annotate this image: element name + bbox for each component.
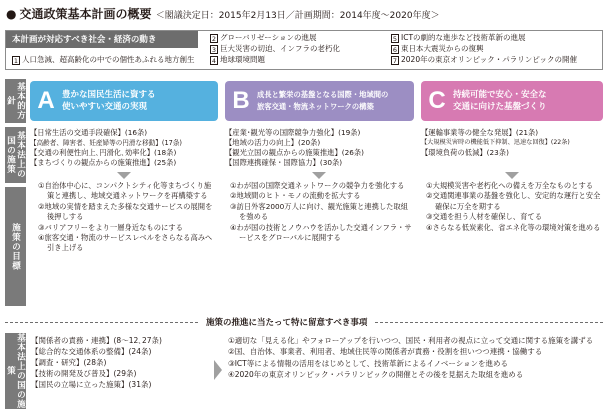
measure-item: 【交通の利便性向上､円滑化､効率化】(18条) <box>30 148 177 157</box>
bottom-section-title: 施策の推進に当たって特に留意すべき事項 <box>200 316 373 328</box>
pillar-a-title-1: 豊かな国民生活に資する <box>62 90 156 100</box>
label-basic-measures-2: 基本法上の国の施策 <box>5 333 26 409</box>
premise-item-4: 4 地球環境問題 <box>211 55 265 65</box>
pillar-c-measures <box>421 128 603 158</box>
measure-item: 【日常生活の交通手段確保】(16条) <box>30 128 148 137</box>
measure-item: 【関係者の責務・連携】(8～12､27条) <box>31 336 162 345</box>
bottom-items <box>228 335 603 381</box>
goal-item: ①大規模災害や老朽化への備えを万全なものとする <box>426 181 594 190</box>
pillar-c-letter: C <box>428 87 446 114</box>
measure-item: 【高齢者、障害者、妊産婦等の円滑な移動】(17条) <box>30 139 183 147</box>
goal-item: ②地域間のヒト・モノの流動を拡大する <box>230 191 361 201</box>
pillar-b-goals <box>230 181 412 243</box>
arrow-down-icon <box>312 172 326 179</box>
pillar-b-measures <box>225 128 414 168</box>
goal-item: ②交通関連事業の基盤を強化し、安定的な運行と安全確保に万全を期する <box>426 191 601 211</box>
goal-item: ①わが国の国際交通ネットワークの競争力を強化する <box>230 181 405 190</box>
measure-item: 【観光立国の観点からの施策推進】(26条) <box>225 148 365 157</box>
measure-item: 【産業･観光等の国際競争力強化】(19条) <box>225 128 361 137</box>
arrow-right-icon <box>214 360 222 380</box>
measure-item: 【地域の活力の向上】(20条) <box>225 138 321 147</box>
premise-item-2: 2 グローバリゼーションの進展 <box>211 33 317 43</box>
label-targets: 施策の目標 <box>5 187 26 306</box>
goal-item: ①自治体中心に、コンパクトシティ化等まちづくり施策と連携し、地域交通ネットワークを再構築する <box>38 181 212 201</box>
premise-item-3: 3 巨大災害の切迫、インフラの老朽化 <box>211 44 340 54</box>
pillar-a-goals <box>38 181 216 254</box>
pillar-c-title-2: 交通に向けた基盤づくり <box>453 102 547 112</box>
measure-item: 【大規模災害時の機能低下抑制、迅速な回復】(22条) <box>421 139 570 146</box>
page-title <box>6 5 604 25</box>
premise-heading: 本計画が対応すべき社会・経済の動き <box>6 31 198 48</box>
pillar-c-header <box>421 81 603 121</box>
goal-item: ③訪日外客2000万人に向け、観光施策と連携した取組を強める <box>230 201 409 222</box>
pillar-a-measures <box>30 128 218 168</box>
goal-item: ③バリアフリーをより一層身近なものにする <box>38 222 183 232</box>
pillar-a-header <box>30 81 218 121</box>
measure-item: 【国際連携確保・国際協力】(30条) <box>225 158 343 167</box>
pillar-b-letter: B <box>232 87 250 114</box>
note-item: ①適切な「見える化」やフォローアップを行いつつ、国民・利用者の視点に立って交通に関する施策を講ずる <box>228 336 594 345</box>
goal-item: ④さらなる低炭素化、省エネ化等の環境対策を進める <box>426 222 601 232</box>
pillar-a-title-2: 使いやすい交通の実現 <box>62 102 148 112</box>
measure-item: 【総合的な交通体系の整備】(24条) <box>31 347 152 356</box>
goal-item: ④旅客交通・物流のサービスレベルをさらなる高みへ引き上げる <box>38 233 213 253</box>
label-basic-policy: 基本的方針 <box>5 79 26 123</box>
note-item: ③ICT等による情報の活用をはじめとして、技術革新によるイノベーションを進める <box>228 358 509 368</box>
note-item: ②国、自治体、事業者、利用者、地域住民等の関係者が責務・役割を担いつつ連携・協働する <box>228 347 543 357</box>
bottom-measures <box>31 335 211 390</box>
goal-item: ③交通を担う人材を確保し、育てる <box>426 212 542 222</box>
title-text: 交通政策基本計画の概要 <box>19 7 152 21</box>
premise-box <box>5 30 603 70</box>
measure-item: 【運輸事業等の健全な発展】(21条) <box>421 128 539 137</box>
pillar-b-title-2: 旅客交通・物流ネットワークの構築 <box>257 102 374 111</box>
pillar-b-title-1: 成長と繁栄の基盤となる国際・地域間の <box>257 90 389 99</box>
premise-item-7: 7 2020年の東京オリンピック・パラリンピックの開催 <box>392 55 577 65</box>
measure-item: 【国民の立場に立った施策】(31条) <box>31 380 152 389</box>
bullet-dot-icon: ● <box>6 7 17 21</box>
note-item: ④2020年の東京オリンピック・パラリンピックの開催とその後を見据えた取組を進める <box>228 370 524 380</box>
label-basic-measures: 基本法上の国の施策 <box>5 127 26 183</box>
pillar-b-header <box>225 81 414 121</box>
pillar-c-title-1: 持続可能で安心・安全な <box>453 90 547 100</box>
goal-item: ②地域の実情を踏まえた多様な交通サービスの展開を後押しする <box>38 201 213 222</box>
subtitle-text: ＜閣議決定日：2015年2月13日／計画期間：2014年度～2020年度＞ <box>155 11 440 21</box>
measure-item: 【環境負荷の低減】(23条) <box>421 148 509 157</box>
pillar-a-letter: A <box>37 87 55 114</box>
goal-item: ④わが国の技術とノウハウを活かした交通インフラ・サービスをグローバルに展開する <box>230 222 412 243</box>
measure-item: 【まちづくりの観点からの施策推進】(25条) <box>30 158 177 167</box>
pillar-c-goals <box>426 181 602 233</box>
measure-item: 【調査・研究】(28条) <box>31 358 107 367</box>
premise-item-1: 1 人口急減、超高齢化の中での個性あふれる地方創生 <box>13 55 195 65</box>
premise-item-5: 5 ICTの劇的な進歩など技術革新の進展 <box>392 33 526 43</box>
arrow-down-icon <box>117 172 131 179</box>
premise-item-6: 6 東日本大震災からの復興 <box>392 44 484 54</box>
arrow-down-icon <box>505 172 519 179</box>
measure-item: 【技術の開発及び普及】(29条) <box>31 369 137 378</box>
